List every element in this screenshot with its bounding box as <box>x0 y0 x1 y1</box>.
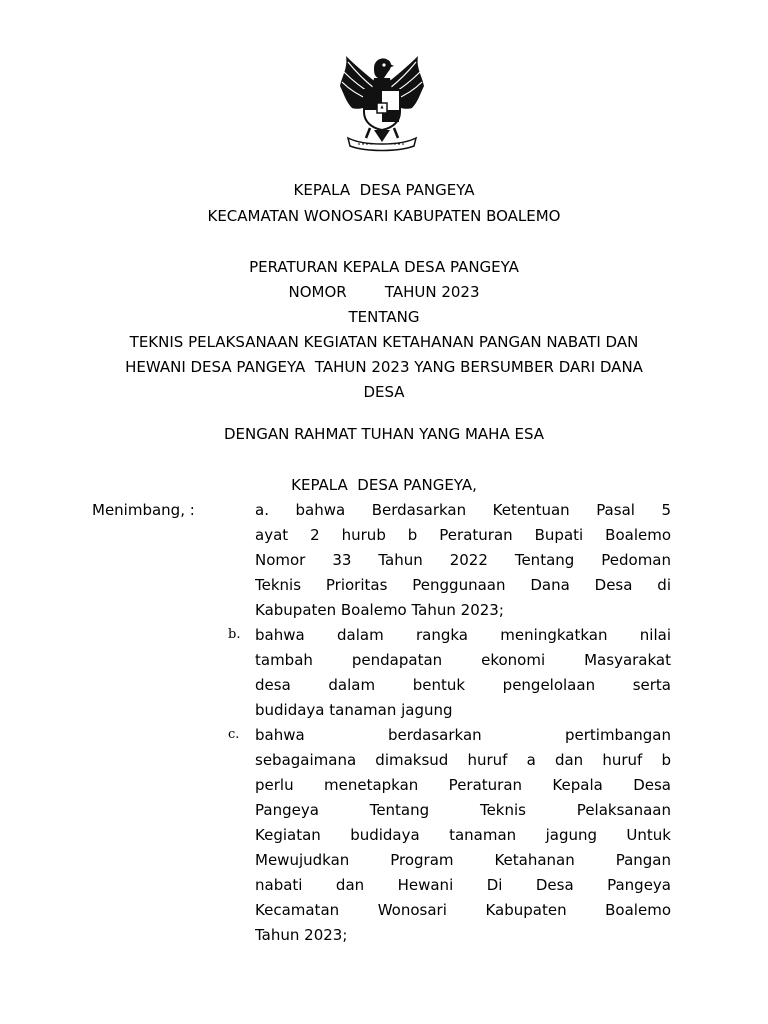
considering-line: nabati dan Hewani Di Desa Pangeya <box>255 876 671 894</box>
considering-line: Kabupaten Boalemo Tahun 2023; <box>255 601 504 619</box>
item-c-marker: c. <box>228 727 240 742</box>
considering-line: tambah pendapatan ekonomi Masyarakat <box>255 651 671 669</box>
item-b-marker: b. <box>228 627 241 642</box>
considering-line: Mewujudkan Program Ketahanan Pangan <box>255 851 671 869</box>
considering-label: Menimbang, : <box>92 501 195 519</box>
considering-line: bahwa berdasarkan pertimbangan <box>255 726 671 744</box>
regulation-subject-line-1: TEKNIS PELAKSANAAN KEGIATAN KETAHANAN PANGAN NABATI DAN <box>129 333 639 351</box>
considering-line: a. bahwa Berdasarkan Ketentuan Pasal 5 <box>255 501 671 519</box>
regulation-subject-line-2: HEWANI DESA PANGEYA TAHUN 2023 YANG BERSUMBER DARI DANA <box>125 358 643 376</box>
considering-line: Kegiatan budidaya tanaman jagung Untuk <box>255 826 671 844</box>
considering-line: Kecamatan Wonosari Kabupaten Boalemo <box>255 901 671 919</box>
considering-line: ayat 2 hurub b Peraturan Bupati Boalemo <box>255 526 671 544</box>
regulation-about: TENTANG <box>348 308 420 326</box>
considering-line: sebagaimana dimaksud huruf a dan huruf b <box>255 751 671 769</box>
regulation-number: NOMOR TAHUN 2023 <box>288 283 480 301</box>
official-title: KEPALA DESA PANGEYA, <box>291 476 477 494</box>
garuda-emblem-icon <box>334 50 430 152</box>
considering-line: Teknis Prioritas Penggunaan Dana Desa di <box>255 576 671 594</box>
header-line-2: KECAMATAN WONOSARI KABUPATEN BOALEMO <box>207 207 561 225</box>
considering-line: bahwa dalam rangka meningkatkan nilai <box>255 626 671 644</box>
considering-line: budidaya tanaman jagung <box>255 701 453 719</box>
invocation: DENGAN RAHMAT TUHAN YANG MAHA ESA <box>223 425 545 443</box>
regulation-subject-line-3: DESA <box>363 383 405 401</box>
header-line-1: KEPALA DESA PANGEYA <box>293 181 475 199</box>
regulation-title: PERATURAN KEPALA DESA PANGEYA <box>249 258 519 276</box>
considering-line: desa dalam bentuk pengelolaan serta <box>255 676 671 694</box>
considering-line: Nomor 33 Tahun 2022 Tentang Pedoman <box>255 551 671 569</box>
considering-line: Tahun 2023; <box>255 926 348 944</box>
considering-line: Pangeya Tentang Teknis Pelaksanaan <box>255 801 671 819</box>
considering-line: perlu menetapkan Peraturan Kepala Desa <box>255 776 671 794</box>
